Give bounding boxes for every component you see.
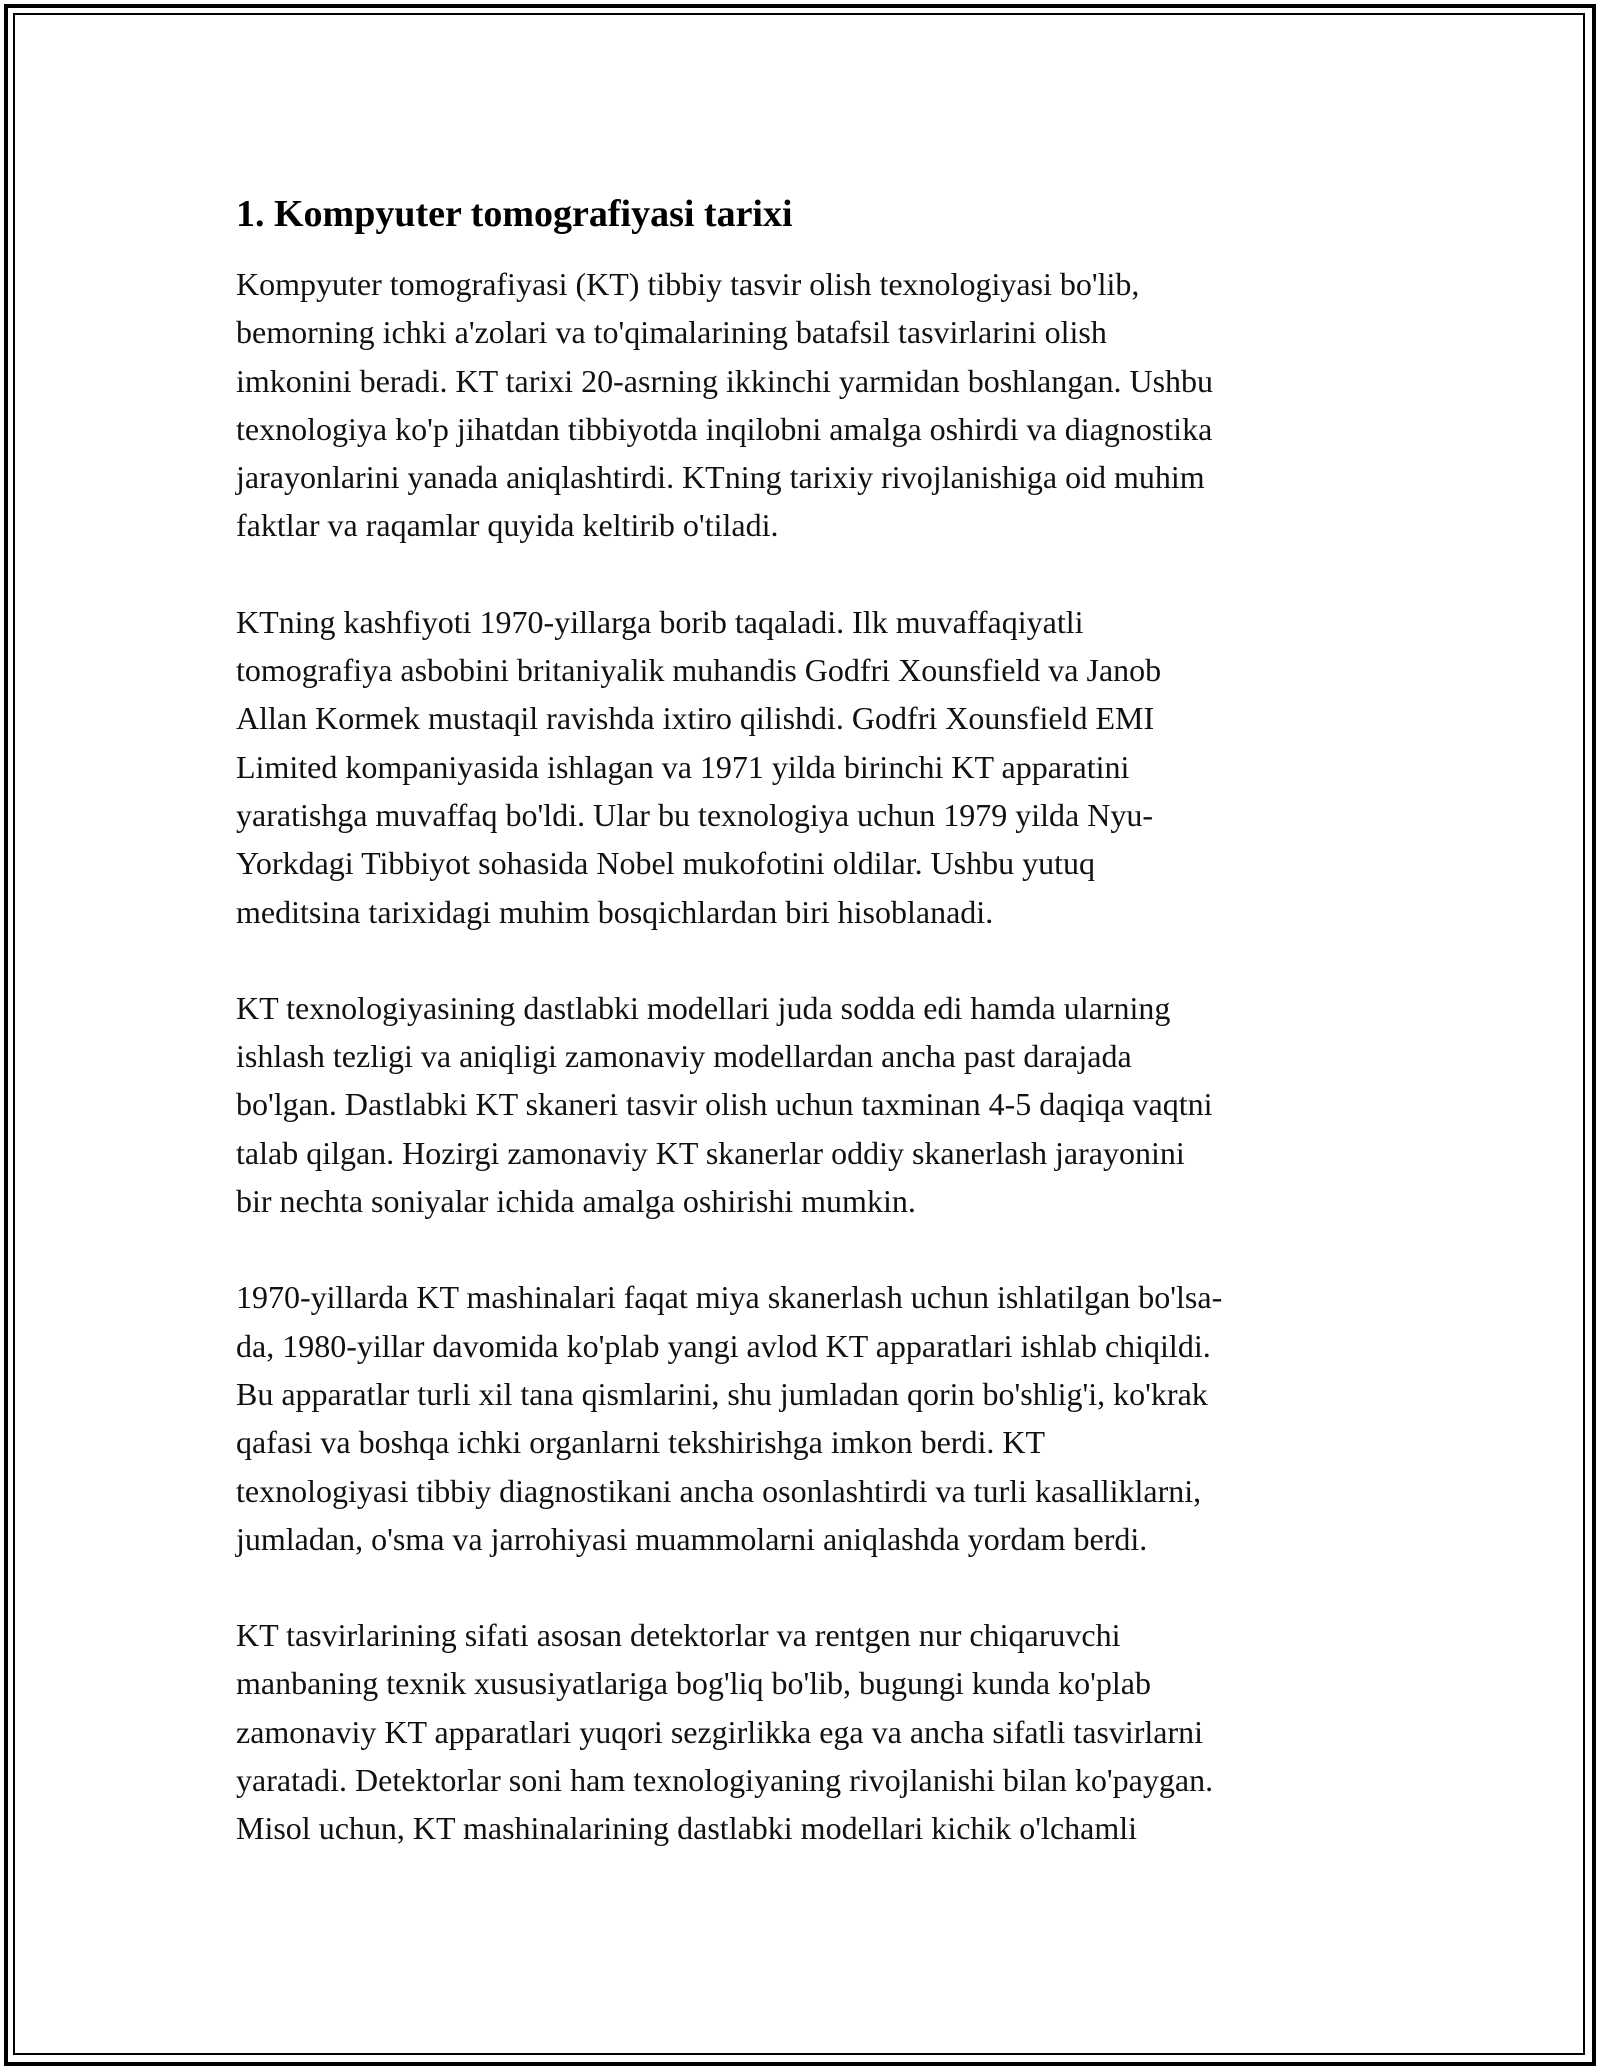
text-line: yaratadi. Detektorlar soni ham texnologiyaning rivojlanishi bilan ko'paygan. [236, 1762, 1214, 1799]
section-heading: 1. Kompyuter tomografiyasi tarixi [236, 193, 793, 235]
text-line: Kompyuter tomografiyasi (KT) tibbiy tasvir olish texnologiyasi bo'lib, [236, 266, 1140, 302]
text-line: Limited kompaniyasida ishlagan va 1971 yilda birinchi KT apparatini [236, 748, 1130, 785]
paragraph-early-models [236, 984, 1376, 1225]
paragraph-1970s-1980s [236, 1273, 1376, 1563]
text-line: imkonini beradi. KT tarixi 20-asrning ikkinchi yarmidan boshlangan. Ushbu [236, 362, 1214, 399]
text-line: KTning kashfiyoti 1970-yillarga borib taqaladi. Ilk muvaffaqiyatli [236, 603, 1084, 640]
text-line: KT tasvirlarining sifati asosan detektorlar va rentgen nur chiqaruvchi [236, 1617, 1121, 1654]
text-line: texnologiyasi tibbiy diagnostikani ancha osonlashtirdi va turli kasalliklarni, [236, 1472, 1202, 1509]
text-line: tomografiya asbobini britaniyalik muhandis Godfri Xounsfield va Janob [236, 652, 1162, 689]
text-line: Yorkdagi Tibbiyot sohasida Nobel mukofotini oldilar. Ushbu yutuq [236, 845, 1096, 882]
document-body [236, 190, 1376, 1901]
text-line: qafasi va boshqa ichki organlarni tekshirishga imkon berdi. KT [236, 1424, 1045, 1461]
text-line: da, 1980-yillar davomida ko'plab yangi avlod KT apparatlari ishlab chiqildi. [236, 1327, 1211, 1364]
text-line: faktlar va raqamlar quyida keltirib o'tiladi. [236, 507, 779, 544]
text-line: talab qilgan. Hozirgi zamonaviy KT skanerlar oddiy skanerlash jarayonini [236, 1134, 1185, 1171]
text-line: bo'lgan. Dastlabki KT skaneri tasvir olish uchun taxminan 4-5 daqiqa vaqtni [236, 1086, 1213, 1123]
text-line: Misol uchun, KT mashinalarining dastlabki modellari kichik o'lchamli [236, 1810, 1138, 1847]
paragraph-image-quality [236, 1611, 1376, 1852]
paragraph-intro [236, 260, 1376, 550]
text-line: bemorning ichki a'zolari va to'qimalarining batafsil tasvirlarini olish [236, 314, 1107, 351]
text-line: 1970-yillarda KT mashinalari faqat miya skanerlash uchun ishlatilgan bo'lsa- [236, 1279, 1223, 1316]
text-line: KT texnologiyasining dastlabki modellari juda sodda edi hamda ularning [236, 989, 1171, 1026]
text-line: meditsina tarixidagi muhim bosqichlardan biri hisoblanadi. [236, 893, 994, 930]
text-line: Allan Kormek mustaqil ravishda ixtiro qilishdi. Godfri Xounsfield EMI [236, 700, 1155, 737]
text-line: zamonaviy KT apparatlari yuqori sezgirlikka ega va ancha sifatli tasvirlarni [236, 1713, 1204, 1750]
text-line: manbaning texnik xususiyatlariga bog'liq bo'lib, bugungi kunda ko'plab [236, 1665, 1151, 1702]
text-line: ishlash tezligi va aniqligi zamonaviy modellardan ancha past darajada [236, 1038, 1132, 1075]
text-line: bir nechta soniyalar ichida amalga oshirishi mumkin. [236, 1183, 916, 1220]
text-line: texnologiya ko'p jihatdan tibbiyotda inqilobni amalga oshirdi va diagnostika [236, 410, 1213, 447]
paragraph-discovery [236, 598, 1376, 936]
text-line: jumladan, o'sma va jarrohiyasi muammolarni aniqlashda yordam berdi. [236, 1520, 1148, 1557]
text-line: jarayonlarini yanada aniqlashtirdi. KTning tarixiy rivojlanishiga oid muhim [236, 459, 1205, 496]
text-line: yaratishga muvaffaq bo'ldi. Ular bu texnologiya uchun 1979 yilda Nyu- [236, 796, 1153, 833]
text-line: Bu apparatlar turli xil tana qismlarini, shu jumladan qorin bo'shlig'i, ko'krak [236, 1375, 1208, 1412]
